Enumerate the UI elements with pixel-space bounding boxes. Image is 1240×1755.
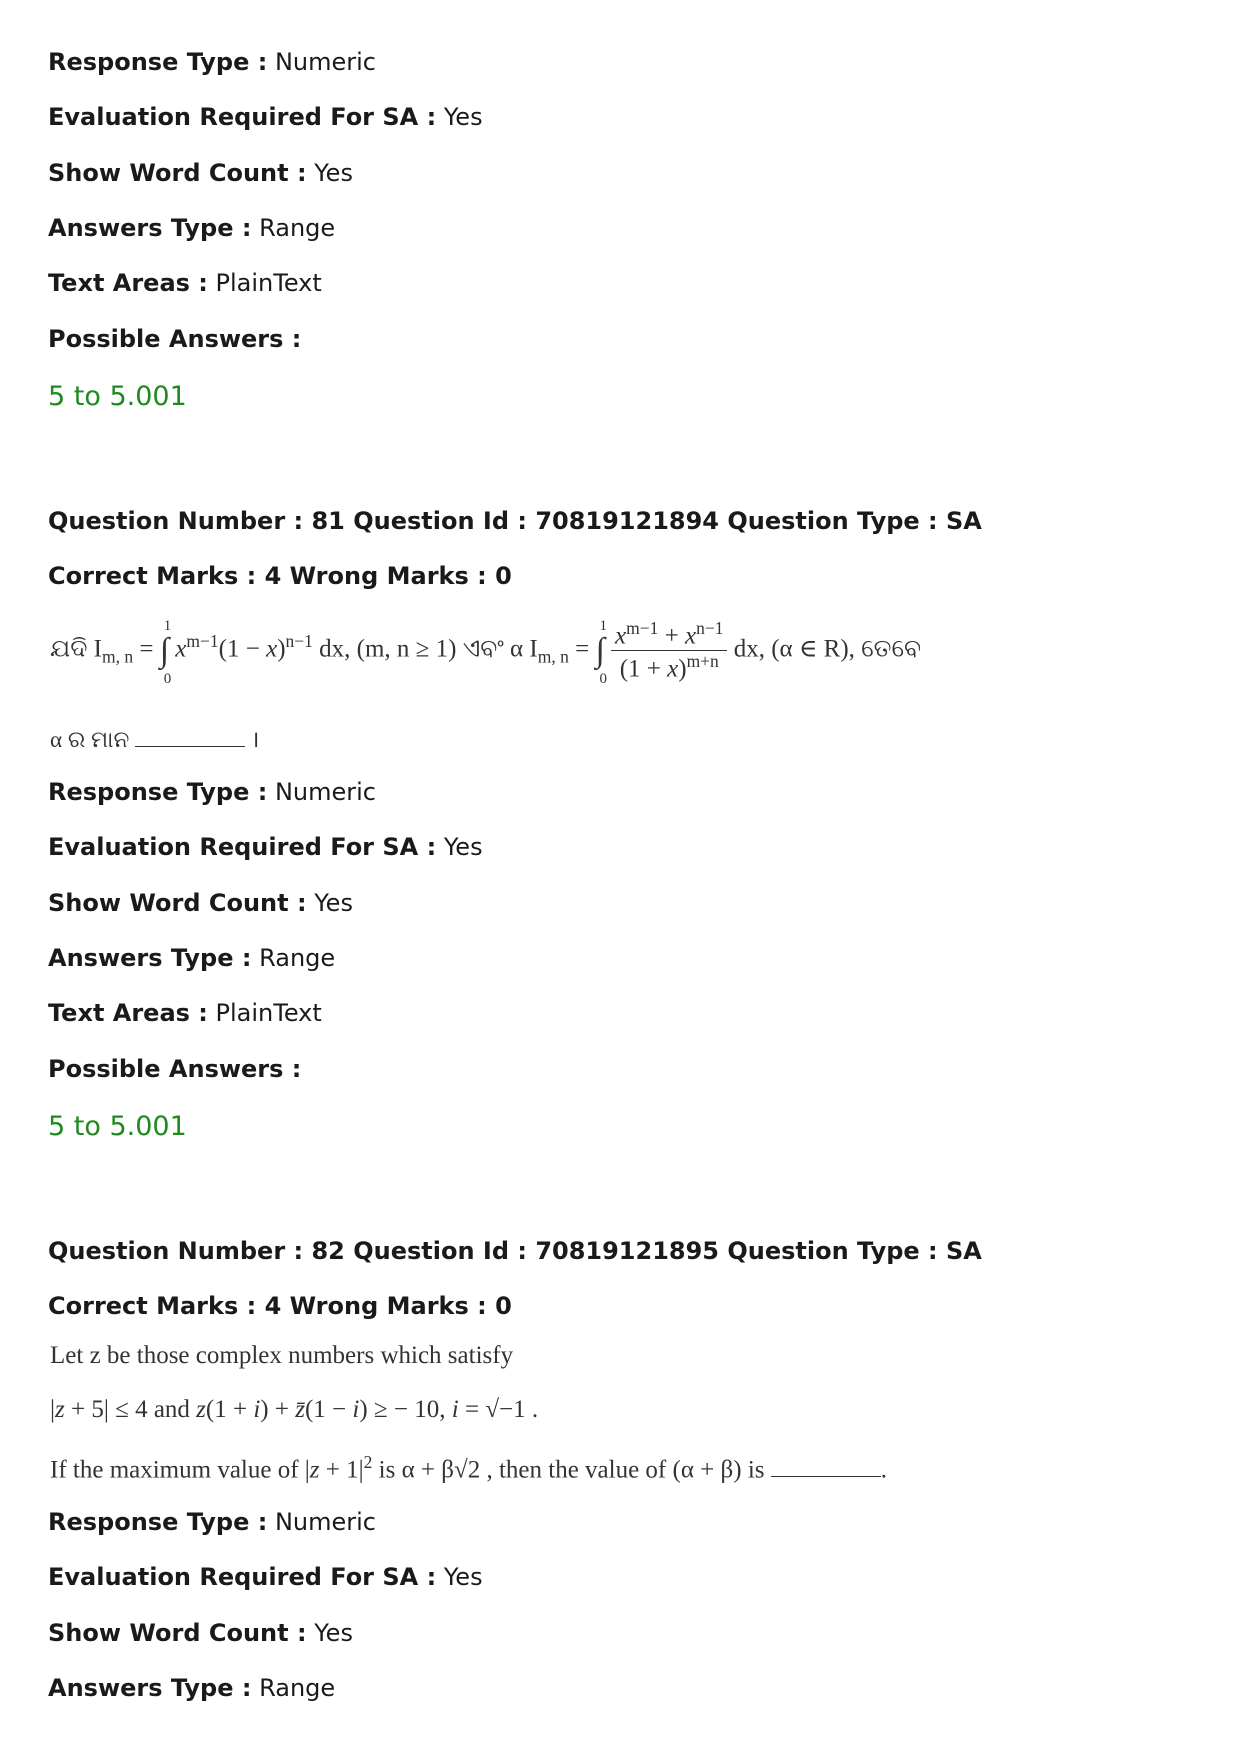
show-word-count-value: Yes bbox=[314, 159, 353, 187]
text-areas-row bbox=[48, 997, 322, 1029]
show-word-count-label: Show Word Count : bbox=[48, 1619, 307, 1647]
text-areas-value: PlainText bbox=[215, 999, 322, 1027]
question-81-marks: Correct Marks : 4 Wrong Marks : 0 bbox=[48, 562, 512, 590]
answers-type-value: Range bbox=[259, 1674, 336, 1702]
answers-type-label: Answers Type : bbox=[48, 944, 252, 972]
response-type-value: Numeric bbox=[274, 48, 376, 76]
answers-type-label: Answers Type : bbox=[48, 214, 252, 242]
response-type-value: Numeric bbox=[274, 1508, 376, 1536]
integral-sign: ∫ 1 0 bbox=[159, 617, 172, 687]
possible-answers-label: Possible Answers : bbox=[48, 1055, 302, 1083]
evaluation-required-row bbox=[48, 101, 483, 133]
integral-sign-2: ∫ 1 0 bbox=[595, 617, 607, 687]
possible-answers-row bbox=[48, 1053, 301, 1085]
evaluation-required-label: Evaluation Required For SA : bbox=[48, 833, 437, 861]
show-word-count-row bbox=[48, 1617, 353, 1649]
text-areas-value: PlainText bbox=[215, 269, 322, 297]
evaluation-required-value: Yes bbox=[443, 103, 483, 131]
possible-answers-label: Possible Answers : bbox=[48, 325, 302, 353]
response-type-label: Response Type : bbox=[48, 1508, 268, 1536]
odia-value-text: ର ମାନ bbox=[67, 727, 130, 752]
response-type-value: Numeric bbox=[274, 778, 376, 806]
show-word-count-label: Show Word Count : bbox=[48, 159, 307, 187]
question-82-line3: If the maximum value of $|z + 1|^2$ is α + β√2 , then the value of (α + β) is . bbox=[50, 1452, 887, 1484]
show-word-count-label: Show Word Count : bbox=[48, 889, 307, 917]
evaluation-required-label: Evaluation Required For SA : bbox=[48, 103, 437, 131]
answers-type-label: Answers Type : bbox=[48, 1674, 252, 1702]
odia-then-text: ତେବେ bbox=[861, 635, 922, 663]
text-areas-row bbox=[48, 267, 322, 299]
evaluation-required-row bbox=[48, 1561, 483, 1593]
show-word-count-value: Yes bbox=[314, 1619, 353, 1647]
question-82-line2: |z + 5| ≤ 4 and z(1 + i) + z̄(1 − i) ≥ − 10, i = √−1 . bbox=[50, 1396, 539, 1423]
answer-blank bbox=[135, 746, 245, 747]
answers-type-row bbox=[48, 212, 335, 244]
answer-blank bbox=[771, 1476, 881, 1477]
show-word-count-row bbox=[48, 887, 353, 919]
response-type-row bbox=[48, 776, 376, 808]
evaluation-required-value: Yes bbox=[443, 833, 483, 861]
question-82-header: Question Number : 82 Question Id : 70819121895 Question Type : SA bbox=[48, 1237, 982, 1265]
evaluation-required-value: Yes bbox=[443, 1563, 483, 1591]
response-type-label: Response Type : bbox=[48, 778, 268, 806]
question-82-line1: Let z be those complex numbers which satisfy bbox=[50, 1342, 514, 1369]
odia-if-text: ଯଦି bbox=[50, 635, 88, 663]
answers-type-value: Range bbox=[259, 944, 336, 972]
odia-and-text: ଏବଂ bbox=[462, 635, 504, 663]
evaluation-required-row bbox=[48, 831, 483, 863]
response-type-row bbox=[48, 1506, 376, 1538]
show-word-count-value: Yes bbox=[314, 889, 353, 917]
evaluation-required-label: Evaluation Required For SA : bbox=[48, 1563, 437, 1591]
text-areas-label: Text Areas : bbox=[48, 269, 208, 297]
show-word-count-row bbox=[48, 157, 353, 189]
text-areas-label: Text Areas : bbox=[48, 999, 208, 1027]
question-82-marks: Correct Marks : 4 Wrong Marks : 0 bbox=[48, 1292, 512, 1320]
possible-answer-value: 5 to 5.001 bbox=[48, 1111, 187, 1142]
question-81-header: Question Number : 81 Question Id : 70819121894 Question Type : SA bbox=[48, 507, 982, 535]
answers-type-value: Range bbox=[259, 214, 336, 242]
possible-answers-row bbox=[48, 323, 301, 355]
possible-answer-value: 5 to 5.001 bbox=[48, 381, 187, 412]
response-type-label: Response Type : bbox=[48, 48, 268, 76]
answers-type-row bbox=[48, 1672, 335, 1704]
answers-type-row bbox=[48, 942, 335, 974]
question-81-formula: ଯଦି $I_{m, n}$ = ∫ 1 0 $x^{m-1}(1 - x)^{n-1}$ dx, (m, n ≥ 1) ଏବଂ α $I_{m, n}$ = ∫ 1 0 $\frac{x^{m-1} + x^{n-1}}{(1 + x)^{m+n}}$ dx, (α ∈ R), ତେବେ bbox=[50, 617, 922, 687]
fraction: $\frac{x^{m-1} + x^{n-1}}{(1 + x)^{m+n}}$ bbox=[611, 618, 727, 684]
response-type-row bbox=[48, 46, 376, 78]
question-81-line2: α ର ମାନ । bbox=[50, 727, 260, 752]
